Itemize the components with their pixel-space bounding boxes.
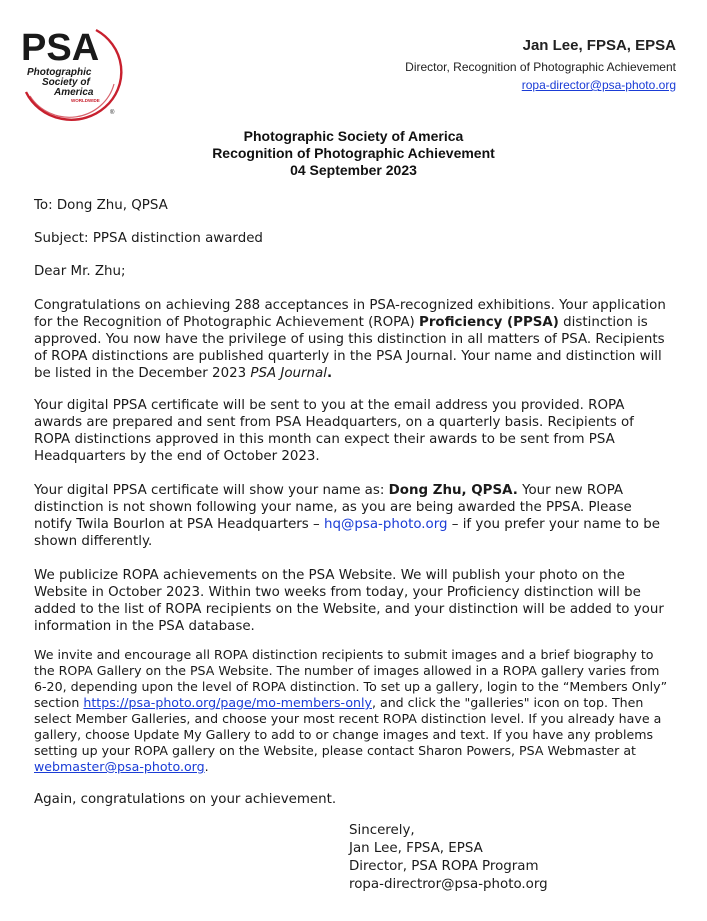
closing-line: Again, congratulations on your achievement.: [34, 792, 337, 807]
sender-email-link[interactable]: ropa-director@psa-photo.org: [521, 78, 676, 92]
logo-line3: America: [54, 87, 94, 98]
logo-line2: Society of: [42, 77, 90, 88]
signature-name: Jan Lee, FPSA, EPSA: [349, 841, 483, 856]
sender-block: [405, 36, 676, 94]
paragraph-gallery: We invite and encourage all ROPA distinction recipients to submit images and a brief biography to the ROPA Gallery on the PSA Website. The number of images allowed in a ROPA gallery varies from 6-20, depending upon the level of ROPA distinction. To set up a gallery, login to the “Members Only” section https://psa-photo.org/page/mo-members-only, and click the "galleries" icon on top. Then select Member Galleries, and choose your most recent ROPA distinction level. If you already have a gallery, choose Update My Gallery to add to or change images and text. If you have any problems setting up your ROPA gallery on the Website, please contact Sharon Powers, PSA Webmaster at webmaster@psa-photo.org.: [34, 647, 668, 774]
signature-email: ropa-directror@psa-photo.org: [349, 877, 548, 892]
logo-line4: WORLDWIDE: [71, 98, 100, 103]
members-only-link[interactable]: https://psa-photo.org/page/mo-members-only: [83, 695, 372, 710]
recipient-line: To: Dong Zhu, QPSA: [34, 198, 168, 213]
paragraph-approval: Congratulations on achieving 288 acceptances in PSA-recognized exhibitions. Your application for the Recognition of Photographic Achievement (ROPA) Proficiency (PPSA) distinction is approved. You now have the privilege of using this distinction in all matters of PSA. Recipients of ROPA distinctions are published quarterly in the PSA Journal. Your name and distinction will be listed in the December 2023 PSA Journal.: [34, 298, 666, 381]
salutation: Dear Mr. Zhu;: [34, 264, 126, 279]
heading-program: Recognition of Photographic Achievement: [212, 145, 495, 161]
certificate-name: Dong Zhu, QPSA.: [388, 483, 518, 498]
sender-name: Jan Lee, FPSA, EPSA: [522, 37, 676, 54]
valediction: Sincerely,: [349, 823, 415, 838]
sender-title: Director, Recognition of Photographic Achievement: [405, 60, 676, 74]
letter-heading: [0, 128, 707, 179]
heading-org: Photographic Society of America: [243, 128, 464, 144]
paragraph-publicity: We publicize ROPA achievements on the PSA Website. We will publish your photo on the Website in October 2023. Within two weeks from today, your Proficiency distinction will be added to the list of ROPA recipients on the Website, and your distinction will be added to your information in the PSA database.: [34, 568, 664, 634]
logo-acronym: PSA: [21, 27, 100, 69]
paragraph-certificate: Your digital PPSA certificate will be sent to you at the email address you provided. ROPA awards are prepared and sent from PSA Headquarters, on a quarterly basis. Recipients of ROPA distinctions approved in this month can expect their awards to be sent from PSA Headquarters by the end of October 2023.: [34, 398, 634, 464]
subject-line: Subject: PPSA distinction awarded: [34, 231, 263, 246]
webmaster-email-link[interactable]: webmaster@psa-photo.org: [34, 759, 205, 774]
logo-line1: Photographic: [27, 67, 92, 78]
hq-email-link[interactable]: hq@psa-photo.org: [324, 517, 448, 532]
psa-logo: [18, 22, 128, 128]
heading-date: 04 September 2023: [290, 162, 417, 178]
logo-registered-mark: ®: [110, 110, 115, 116]
paragraph-name-display: Your digital PPSA certificate will show your name as: Dong Zhu, QPSA. Your new ROPA distinction is not shown following your name, as you are being awarded the PPSA. Please notify Twila Bourlon at PSA Headquarters – hq@psa-photo.org – if you prefer your name to be shown differently.: [34, 483, 660, 549]
signature-block: [349, 822, 548, 894]
journal-name: PSA Journal: [250, 366, 327, 381]
signature-title: Director, PSA ROPA Program: [349, 859, 539, 874]
distinction-name: Proficiency (PPSA): [419, 315, 559, 330]
